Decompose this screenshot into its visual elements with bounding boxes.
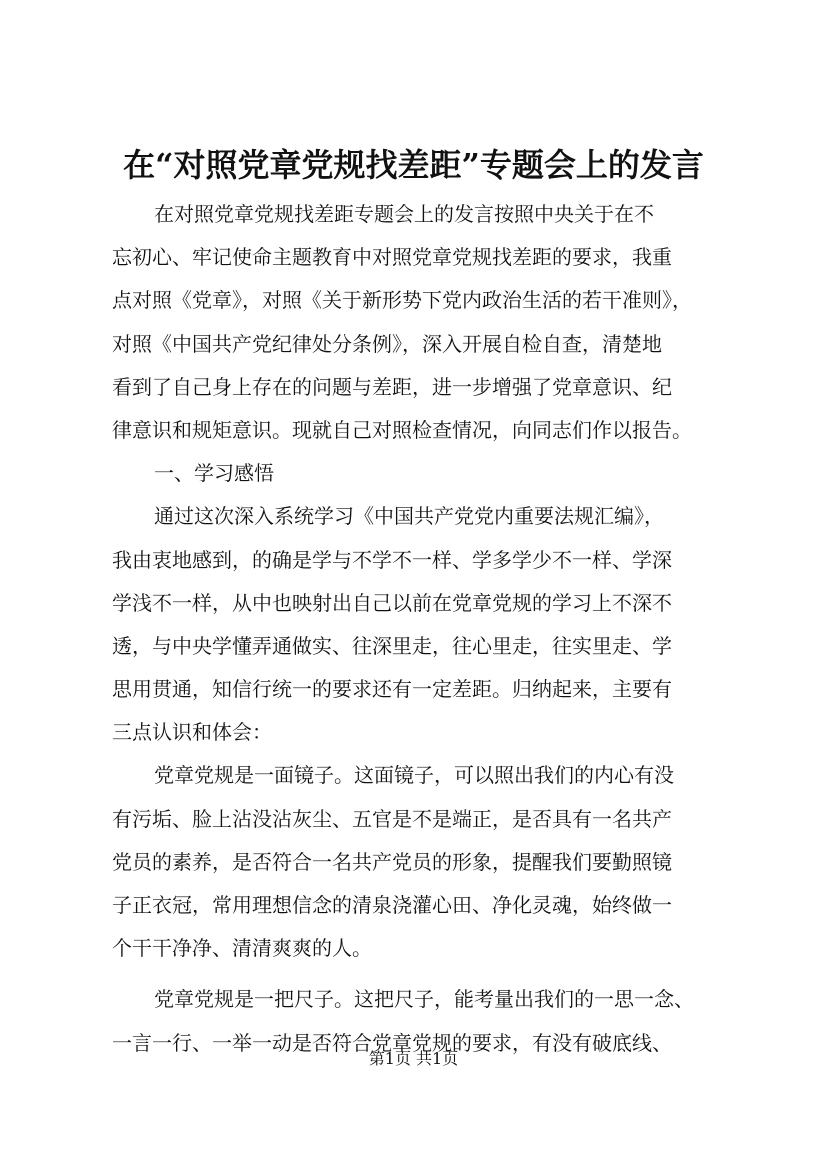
study-line-2: 我由衷地感到，的确是学与不学不一样、学多学少不一样、学深 [112,547,672,572]
mirror-line-4: 子正衣冠，常用理想信念的清泉浇灌心田、净化灵魂，始终做一 [112,893,672,917]
study-line-6: 三点认识和体会： [112,720,272,745]
ruler-line-2: 一言一行、一举一动是否符合党章党规的要求，有没有破底线、 [112,1030,672,1055]
study-line-5: 思用贯通，知信行统一的要求还有一定差距。归纳起来，主要有 [112,677,672,702]
mirror-line-5: 个干干净净、清清爽爽的人。 [112,936,372,961]
study-line-3: 学浅不一样，从中也映射出自己以前在党章党规的学习上不深不 [112,590,672,615]
document-body [112,193,752,1065]
intro-line-3: 点对照《党章》，对照《关于新形势下党内政治生活的若干准则》， [112,288,692,313]
mirror-line-1: 党章党规是一面镜子。这面镜子，可以照出我们的内心有没 [154,763,674,788]
ruler-line-1: 党章党规是一把尺子。这把尺子，能考量出我们的一思一念、 [154,987,694,1012]
study-line-4: 透，与中央学懂弄通做实、往深里走，往心里走，往实里走、学 [112,633,672,658]
intro-line-2: 忘初心、牢记使命主题教育中对照党章党规找差距的要求，我重 [112,245,672,270]
intro-line-6: 律意识和规矩意识。现就自己对照检查情况，向同志们作以报告。 [112,417,692,442]
document-title: 在“对照党章党规找差距”专题会上的发言 [123,146,704,184]
intro-line-4: 对照《中国共产党纪律处分条例》，深入开展自检自查，清楚地 [112,331,662,356]
page-footer: 第1页 共1页 [368,1049,459,1068]
mirror-line-2: 有污垢、脸上沾没沾灰尘、五官是不是端正，是否具有一名共产 [112,806,672,831]
study-line-1: 通过这次深入系统学习《中国共产党党内重要法规汇编》， [154,504,664,529]
paragraph-gap [112,970,752,978]
intro-line-5: 看到了自己身上存在的问题与差距，进一步增强了党章意识、纪 [112,374,672,399]
section-heading: 一、学习感悟 [154,461,274,486]
mirror-line-3: 党员的素养，是否符合一名共产党员的形象，提醒我们要勤照镜 [112,849,672,874]
intro-line-1: 在对照党章党规找差距专题会上的发言按照中央关于在不 [154,202,654,226]
